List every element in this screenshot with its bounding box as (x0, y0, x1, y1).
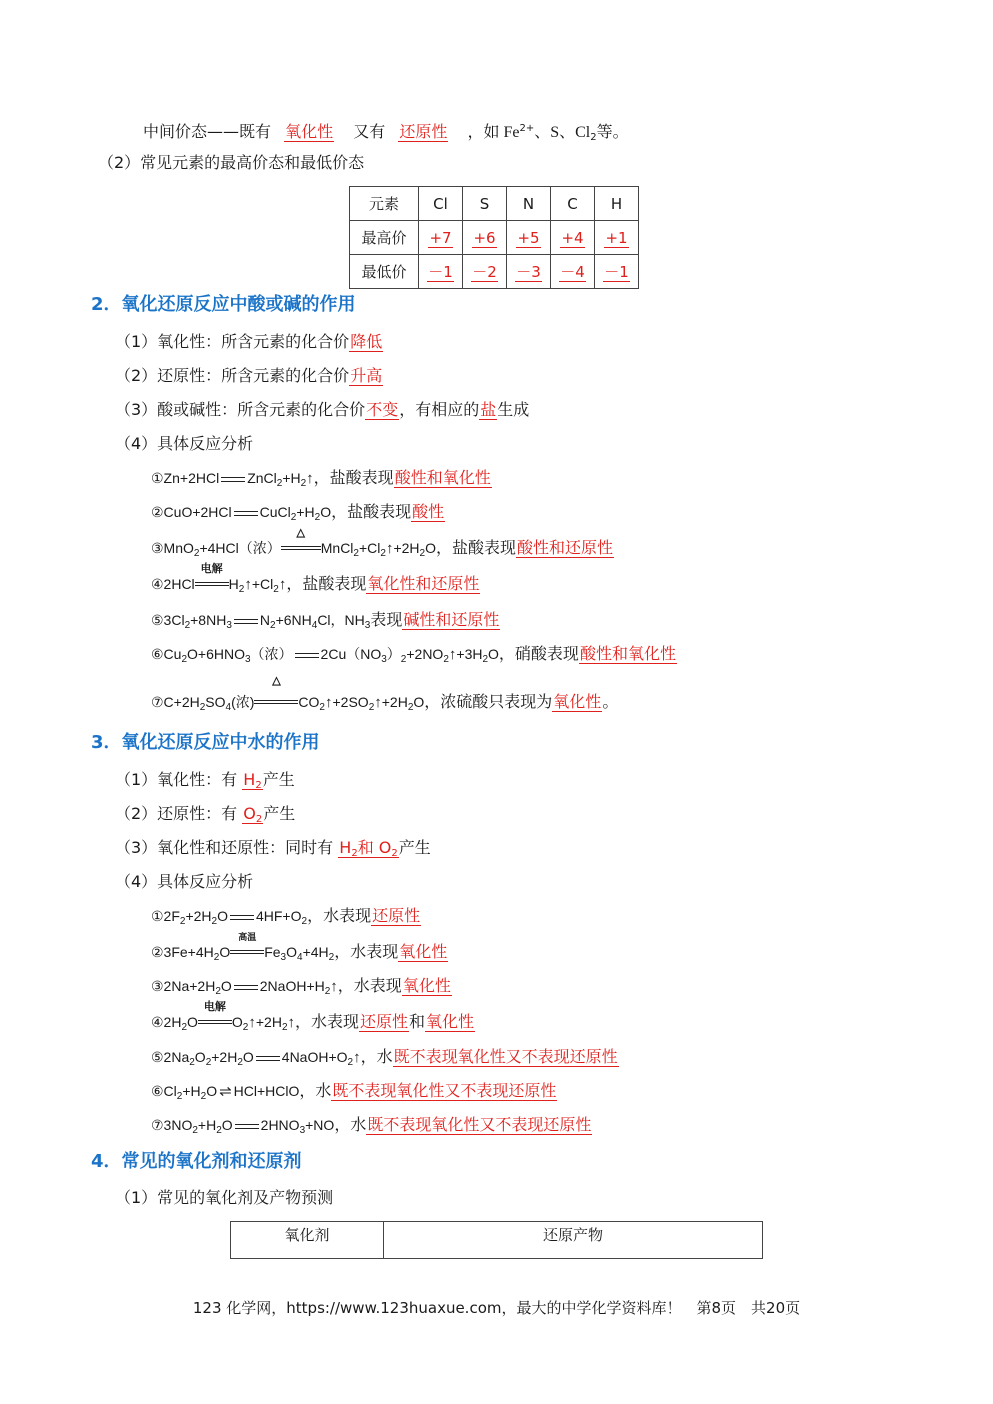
text: ，如 Fe (467, 124, 520, 141)
text: ，浓硫酸只表现为 (424, 692, 553, 711)
reaction-line (151, 675, 619, 719)
text: ，盐酸表现 (313, 468, 394, 487)
reaction-line (151, 905, 421, 933)
reaction-line (151, 609, 500, 637)
equation: $⑤3Cl_2+8NH_3$ $N_2+6NH_4Cl$，$NH_3$ (151, 612, 371, 631)
table-header-cell: Cl (419, 187, 463, 221)
list-item (115, 331, 383, 353)
table-cell: －4 (560, 263, 585, 281)
table-cell: +1 (605, 228, 628, 247)
text: 又有 (353, 122, 386, 141)
text: 产生 (398, 838, 431, 857)
list-item (115, 365, 383, 387)
table-header-cell: N (507, 187, 551, 221)
answer: 盐 (480, 400, 497, 419)
reaction-line (151, 643, 677, 671)
section-heading: 4．常见的氧化剂和还原剂 (91, 1151, 302, 1172)
table-cell: －2 (472, 263, 497, 281)
reaction-line (151, 501, 445, 529)
reaction-line (151, 1001, 475, 1039)
equation: $⑥Cu_2O+6HNO_3$（浓） $2Cu(NO_3)_2+2NO_2↑+3H_2O$ (151, 646, 499, 665)
equation: $①2F_2+2H_2O$ $4HF+O_2$ (151, 908, 308, 927)
equation: $⑦3NO_2+H_2O$ $2HNO_3+NO$ (151, 1117, 335, 1136)
text: ，水 (299, 1081, 332, 1100)
text: 产生 (263, 804, 296, 823)
section-heading: 3．氧化还原反应中水的作用 (91, 732, 320, 753)
text: （2）还原性：有 (115, 804, 238, 823)
table-row-label: 最高价 (350, 221, 419, 255)
text: 、S、Cl (534, 124, 591, 141)
answer: 氧化性和还原性 (367, 574, 480, 593)
table-header-cell: S (463, 187, 507, 221)
text: ，盐酸表现 (435, 538, 516, 557)
table-row (350, 221, 639, 255)
equation: ①Zn+2HCl $ZnCl_2+H_2↑$ (151, 470, 314, 489)
answer: 还原性 (372, 906, 421, 925)
equation: $④2H_2O$ 电解 $O_2↑+2H_2↑$ (151, 1001, 295, 1033)
reaction-line (151, 1046, 619, 1074)
answer: 降低 (350, 332, 383, 351)
reaction-line (151, 467, 492, 495)
table-header-cell: 元素 (350, 187, 419, 221)
reaction-line (151, 563, 480, 601)
text: ，水表现 (337, 976, 402, 995)
text: ，有相应的 (399, 400, 480, 419)
table-cell: +5 (517, 228, 540, 247)
table-row (350, 187, 639, 221)
text: 表现 (370, 610, 403, 629)
equation: ③MnO$_2$+4HCl（浓） △ $MnCl_2+Cl_2↑+2H_2O$ (151, 527, 436, 559)
answer: $H_2$和 $O_2$ (339, 838, 398, 859)
reaction-line (151, 1080, 557, 1108)
text: ，水表现 (295, 1012, 360, 1031)
text: 。 (602, 692, 619, 711)
table-cell: －1 (428, 263, 453, 281)
text: （1）氧化性：所含元素的化合价 (115, 332, 350, 351)
answer: 不变 (366, 400, 399, 419)
list-item: （1）常见的氧化剂及产物预测 (115, 1188, 334, 1207)
answer-oxidizing: 氧化性 (285, 122, 334, 141)
equation: $③2Na+2H_2O$ $2NaOH+H_2↑$ (151, 978, 338, 997)
valence-table (349, 186, 639, 289)
text: （2）还原性：所含元素的化合价 (115, 366, 350, 385)
answer: 酸性和氧化性 (394, 468, 491, 487)
fe-charge: 2+ (519, 123, 535, 134)
text: ，硝酸表现 (498, 644, 579, 663)
equation: $⑤2Na_2O_2+2H_2O$ $4NaOH+O_2↑$ (151, 1049, 361, 1068)
text: 产生 (262, 770, 295, 789)
answer: 既不表现氧化性又不表现还原性 (332, 1081, 557, 1100)
list-item (115, 803, 295, 831)
answer: 酸性和氧化性 (579, 644, 676, 663)
answer: $O_2$ (243, 804, 263, 825)
answer: 升高 (350, 366, 383, 385)
subscript: 2 (590, 132, 597, 143)
text: （3）酸或碱性：所含元素的化合价 (115, 400, 366, 419)
answer: 酸性和还原性 (517, 538, 614, 557)
text: 中间价态——既有 (143, 122, 272, 141)
text: 生成 (497, 400, 530, 419)
text: （1）氧化性：有 (115, 770, 238, 789)
equation: $⑥Cl_2+H_2O$ ⇌ HCl+HClO (151, 1083, 300, 1102)
answer: 氧化性 (399, 942, 448, 961)
text: ，水表现 (307, 906, 372, 925)
page-footer: 123 化学网，https://www.123huaxue.com，最大的中学化学资料库！ 第8页 共20页 (192, 1299, 801, 1317)
reaction-line (151, 932, 448, 969)
table-header-cell: 氧化剂 (231, 1222, 384, 1259)
answer: 氧化性 (553, 692, 602, 711)
oxidant-table (230, 1221, 763, 1259)
table-cell: +6 (473, 228, 496, 247)
table-header-cell: C (551, 187, 595, 221)
reversible-arrow-icon: ⇌ (219, 1083, 232, 1101)
answer: 既不表现氧化性又不表现还原性 (393, 1047, 618, 1066)
text: ，水 (334, 1115, 367, 1134)
answer: 酸性 (412, 502, 445, 521)
equation: ②CuO+2HCl $CuCl_2+H_2O$ (151, 504, 332, 523)
answer: 氧化性 (402, 976, 451, 995)
table-cell: －1 (604, 263, 629, 281)
table-cell: +7 (429, 228, 452, 247)
list-item (115, 837, 431, 865)
equation: $⑦C+2H_2SO_4$(浓) △ $CO_2↑+2SO_2↑+2H_2O$ (151, 675, 425, 713)
text: ，水 (360, 1047, 393, 1066)
list-item: （4）具体反应分析 (115, 434, 254, 453)
answer: 既不表现氧化性又不表现还原性 (367, 1115, 592, 1134)
answer-reducing: 还原性 (399, 122, 448, 141)
text: 等。 (596, 122, 629, 141)
list-item (115, 769, 295, 797)
list-item: （4）具体反应分析 (115, 872, 254, 891)
table-row-label: 最低价 (350, 255, 419, 289)
answer: 氧化性 (426, 1012, 475, 1031)
table-cell: －3 (516, 263, 541, 281)
section-heading: 2．氧化还原反应中酸或碱的作用 (91, 294, 356, 315)
reaction-line (151, 527, 614, 565)
equation: ④2HCl 电解 $H_2↑+Cl_2↑$ (151, 563, 287, 595)
table-header-cell: 还原产物 (384, 1222, 763, 1259)
text: ，盐酸表现 (331, 502, 412, 521)
text: 和 (409, 1012, 426, 1031)
reaction-line (151, 1114, 592, 1142)
sub-heading-valence: （2）常见元素的最高价态和最低价态 (98, 153, 365, 172)
equation: $②3Fe+4H_2O$ 高温 $Fe_3O_4+4H_2$ (151, 932, 335, 963)
table-cell: +4 (561, 228, 584, 247)
table-row (231, 1222, 763, 1259)
answer: $H_2$ (243, 770, 262, 791)
table-row (350, 255, 639, 289)
answer: 还原性 (360, 1012, 409, 1031)
table-header-cell: H (595, 187, 639, 221)
text: ，水表现 (334, 942, 399, 961)
text: ，盐酸表现 (286, 574, 367, 593)
text: （3）氧化性和还原性：同时有 (115, 838, 334, 857)
intermediate-valence-line (143, 118, 629, 149)
answer: 碱性和还原性 (403, 610, 500, 629)
list-item (115, 399, 529, 421)
reaction-line (151, 975, 452, 1003)
